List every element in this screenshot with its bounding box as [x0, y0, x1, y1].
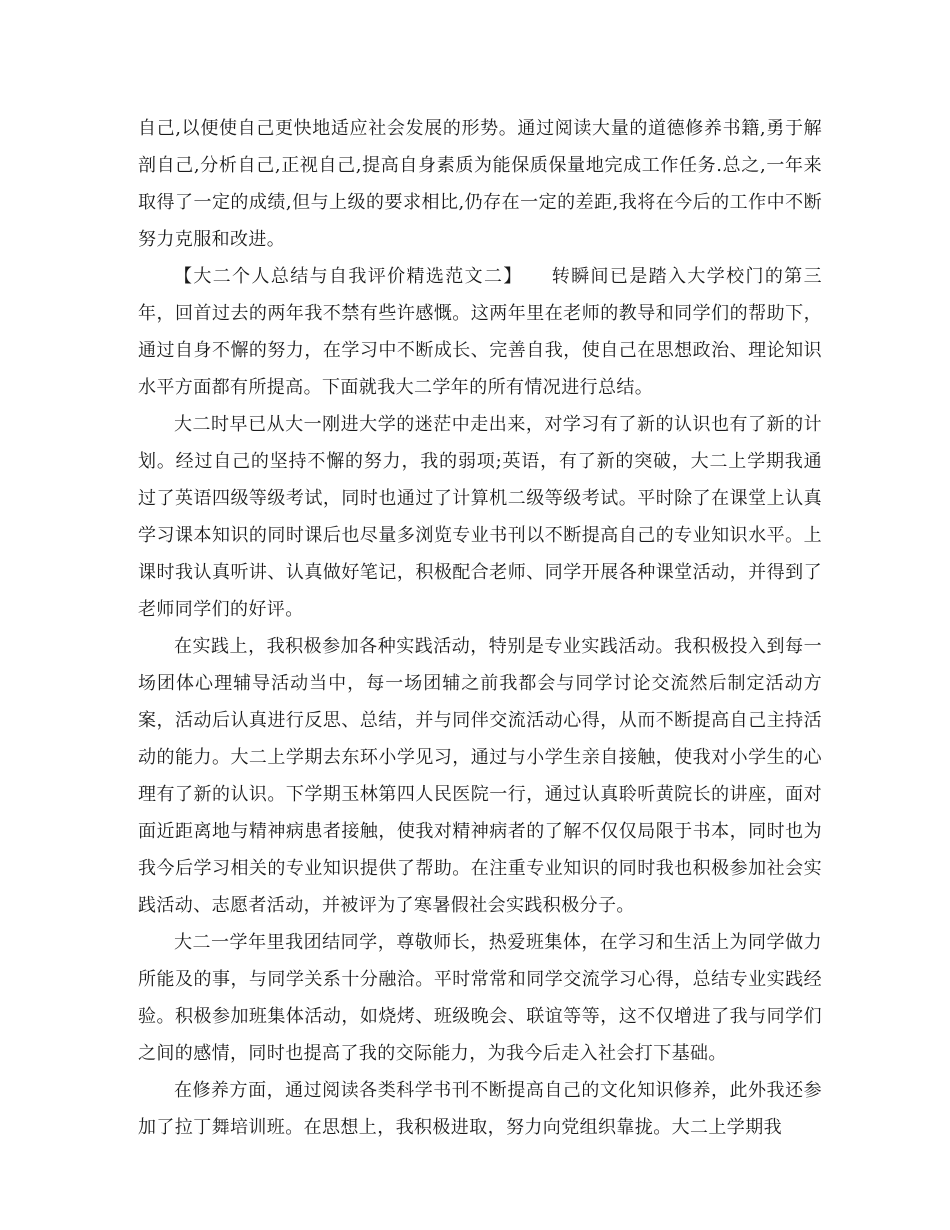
paragraph-section-intro — [138, 258, 822, 406]
section-intro-text: 转瞬间已是踏入大学校门的第三年，回首过去的两年我不禁有些许感慨。这两年里在老师的教导和同学们的帮助下，通过自身不懈的努力，在学习中不断成长、完善自我，使自己在思想政治、理论知识水平方面都有所提高。下面就我大二学年的所有情况进行总结。 — [138, 266, 822, 398]
paragraph-practice: 在实践上，我积极参加各种实践活动，特别是专业实践活动。我积极投入到每一场团体心理辅导活动当中，每一场团辅之前我都会与同学讨论交流然后制定活动方案，活动后认真进行反思、总结，并与同伴交流活动心得，从而不断提高自己主持活动的能力。大二上学期去东环小学见习，通过与小学生亲自接触，使我对小学生的心理有了新的认识。下学期玉林第四人民医院一行，通过认真聆听黄院长的讲座，面对面近距离地与精神病患者接触，使我对精神病者的了解不仅仅局限于书本，同时也为我今后学习相关的专业知识提供了帮助。在注重专业知识的同时我也积极参加社会实践活动、志愿者活动，并被评为了寒暑假社会实践积极分子。 — [138, 636, 822, 916]
paragraph-classmates: 大二一学年里我团结同学，尊敬师长，热爱班集体，在学习和生活上为同学做力所能及的事，与同学关系十分融洽。平时常常和同学交流学习心得，总结专业实践经验。积极参加班集体活动，如烧烤、班级晚会、联谊等等，这不仅增进了我与同学们之间的感情，同时也提高了我的交际能力，为我今后走入社会打下基础。 — [138, 932, 822, 1064]
paragraph-study: 大二时早已从大一刚进大学的迷茫中走出来，对学习有了新的认识也有了新的计划。经过自己的坚持不懈的努力，我的弱项;英语，有了新的突破，大二上学期我通过了英语四级等级考试，同时也通过了计算机二级等级考试。平时除了在课堂上认真学习课本知识的同时课后也尽量多浏览专业书刊以不断提高自己的专业知识水平。上课时我认真听讲、认真做好笔记，积极配合老师、同学开展各种课堂活动，并得到了老师同学们的好评。 — [138, 414, 822, 620]
paragraph-continuation: 自己,以便使自己更快地适应社会发展的形势。通过阅读大量的道德修养书籍,勇于解剖自己,分析自己,正视自己,提高自身素质为能保质保量地完成工作任务.总之,一年来取得了一定的成绩,但与上级的要求相比,仍存在一定的差距,我将在今后的工作中不断努力克服和改进。 — [138, 118, 822, 250]
document-body — [138, 110, 822, 1146]
section-heading: 【大二个人总结与自我评价精选范文二】 — [174, 266, 523, 287]
paragraph-cultivation: 在修养方面，通过阅读各类科学书刊不断提高自己的文化知识修养，此外我还参加了拉丁舞培训班。在思想上，我积极进取，努力向党组织靠拢。大二上学期我 — [138, 1080, 822, 1138]
